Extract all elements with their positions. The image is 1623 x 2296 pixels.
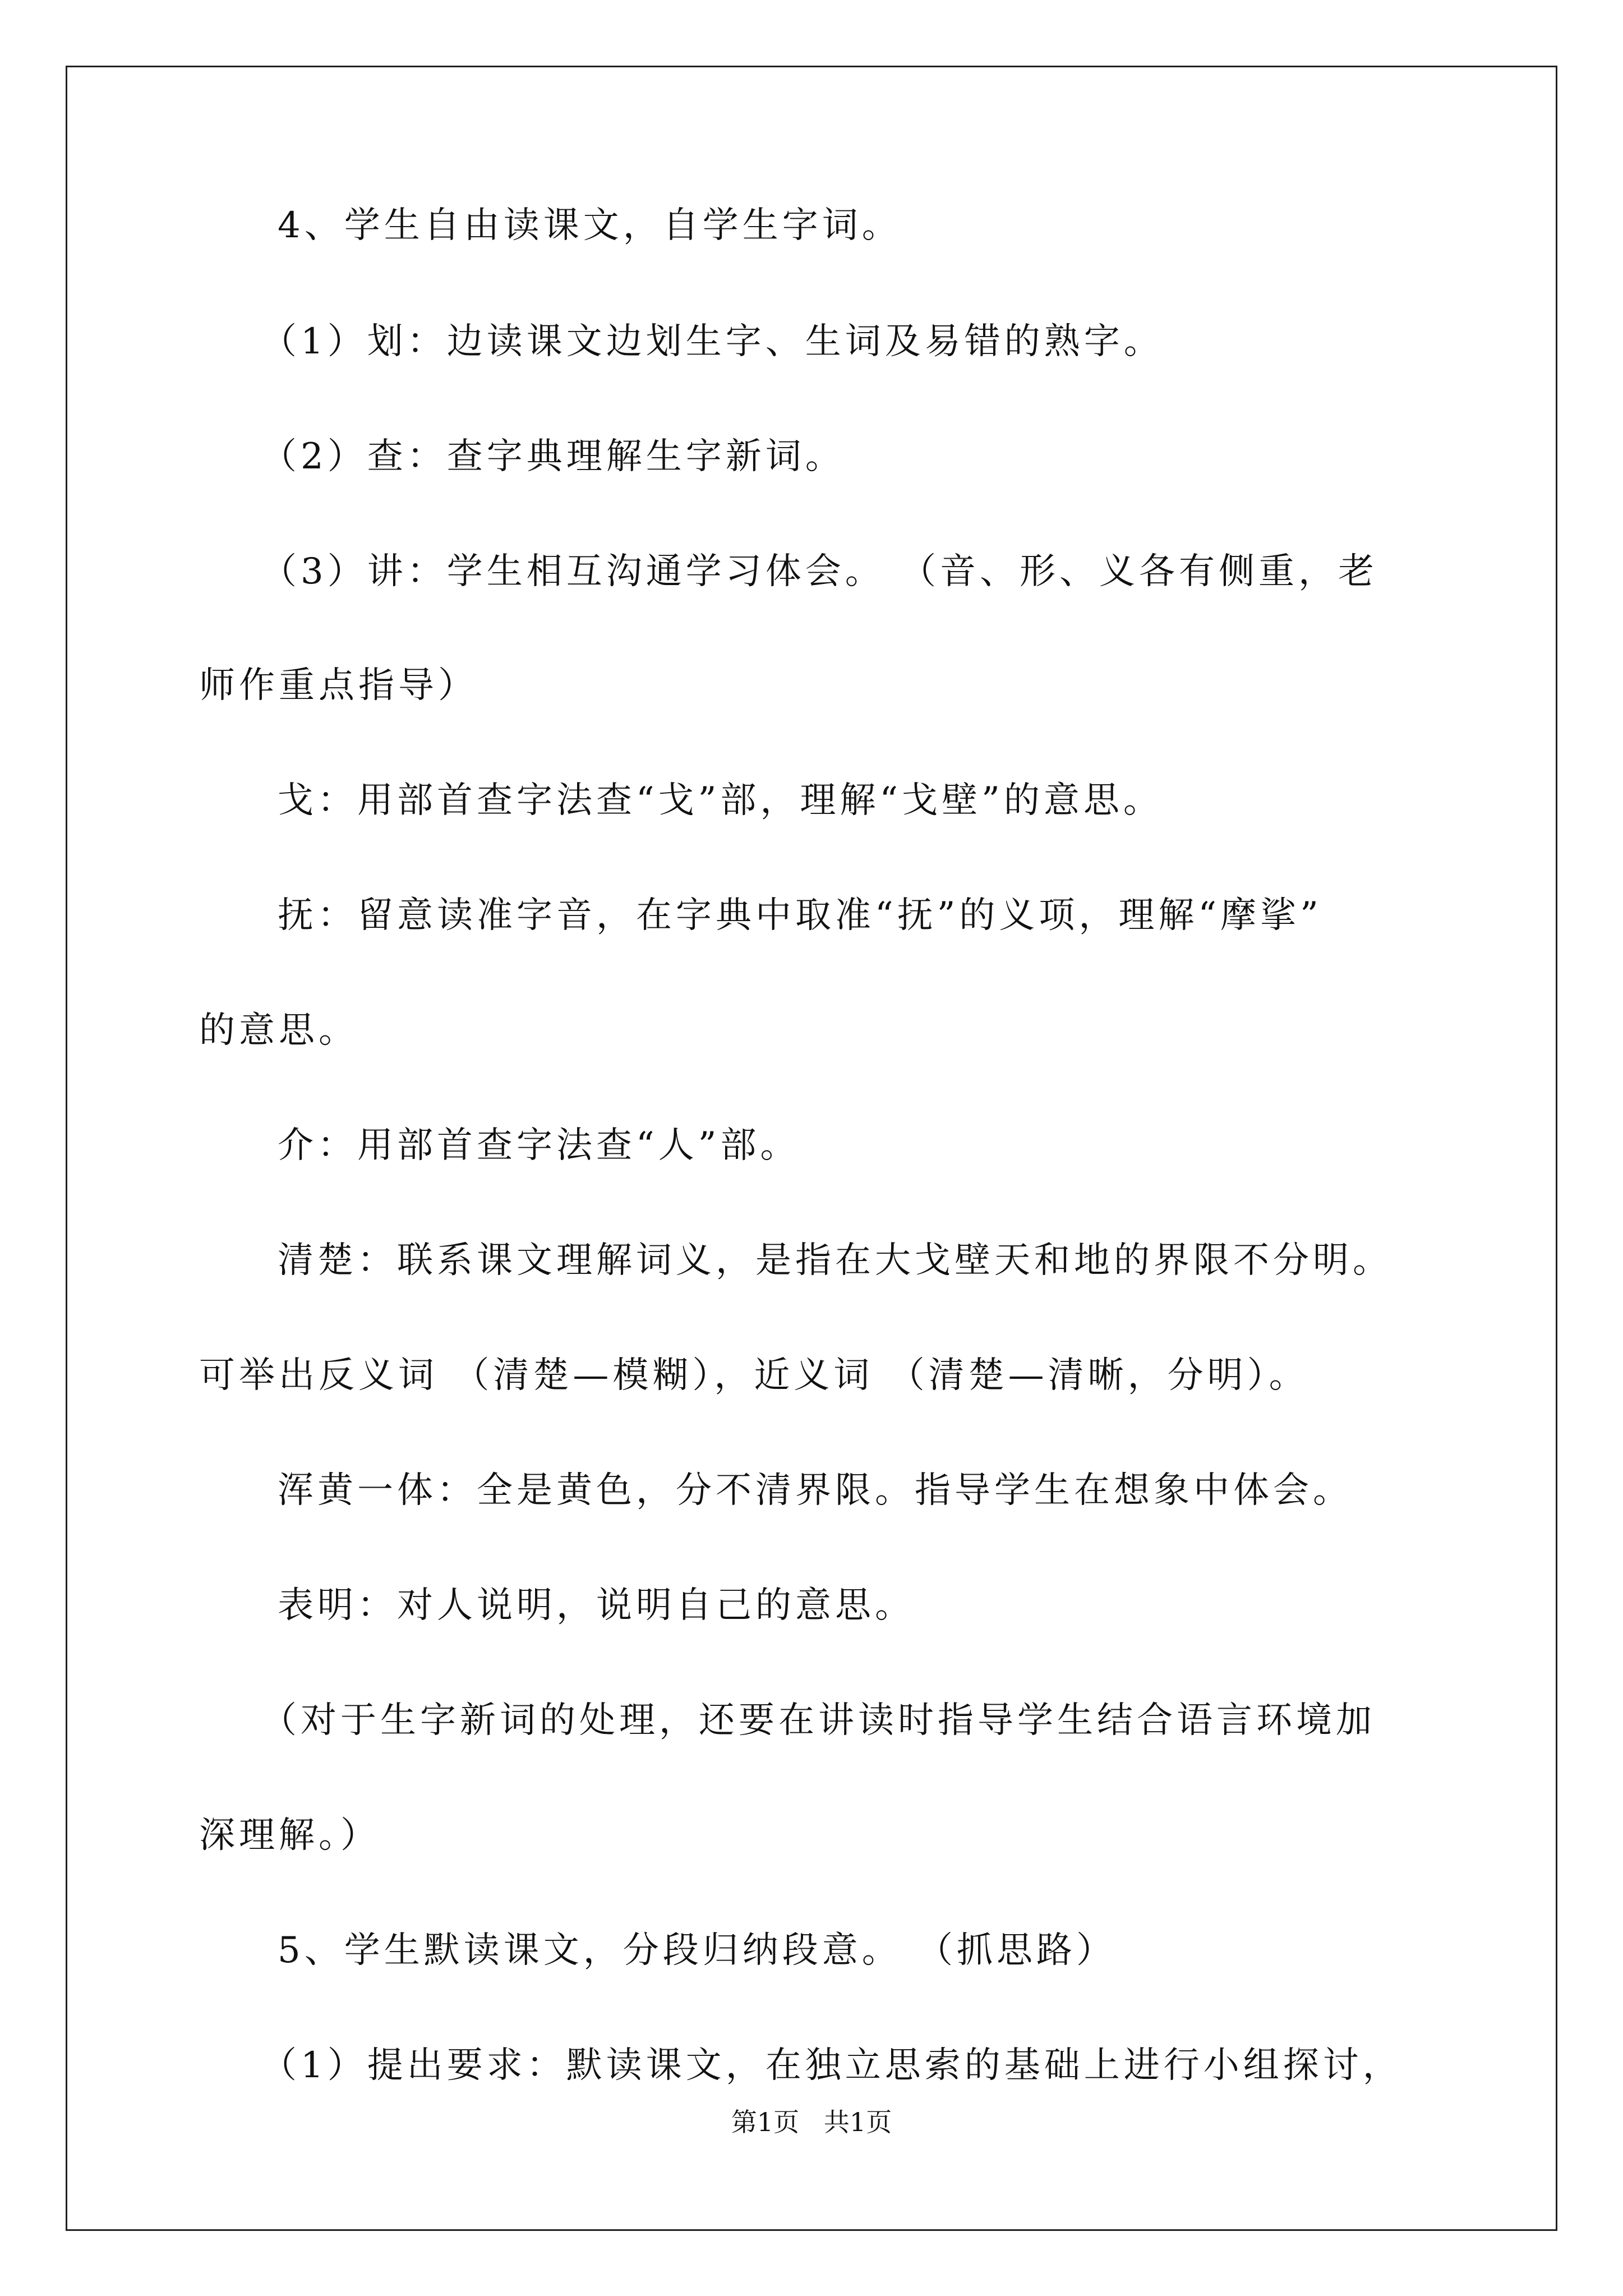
text-line: 可举出反义词 （清楚—模糊），近义词 （清楚—清晰，分明）。: [199, 1355, 1309, 1396]
text-line: 师作重点指导）: [199, 665, 478, 706]
text-line: （1）提出要求：默读课文，在独立思索的基础上进行小组探讨，: [261, 2045, 1403, 2086]
text-line: 清楚：联系课文理解词义，是指在大戈壁天和地的界限不分明。: [278, 1240, 1393, 1281]
text-line: 的意思。: [199, 1010, 358, 1051]
text-line: 介：用部首查字法查“人”部。: [278, 1125, 800, 1166]
page-footer: 第1页 共1页: [731, 2107, 892, 2137]
text-line: （2）查：查字典理解生字新词。: [261, 436, 845, 477]
text-line: （1）划：边读课文边划生字、生词及易错的熟字。: [261, 321, 1164, 362]
text-line: （对于生字新词的处理，还要在讲读时指导学生结合语言环境加: [261, 1700, 1376, 1741]
text-line: 表明：对人说明，说明自己的意思。: [278, 1585, 915, 1626]
text-line: 戈：用部首查字法查“戈”部，理解“戈壁”的意思。: [278, 780, 1163, 821]
text-line: 抚：留意读准字音，在字典中取准“抚”的义项，理解“摩挲”: [278, 895, 1322, 936]
text-line: 浑黄一体：全是黄色，分不清界限。指导学生在想象中体会。: [278, 1470, 1353, 1511]
text-line: （3）讲：学生相互沟通学习体会。 （音、形、义各有侧重，老: [261, 551, 1378, 592]
text-line: 4、学生自由读课文，自学生字词。: [278, 205, 902, 246]
text-line: 深理解。）: [199, 1815, 380, 1856]
text-line: 5、学生默读课文，分段归纳段意。 （抓思路）: [278, 1930, 1117, 1971]
